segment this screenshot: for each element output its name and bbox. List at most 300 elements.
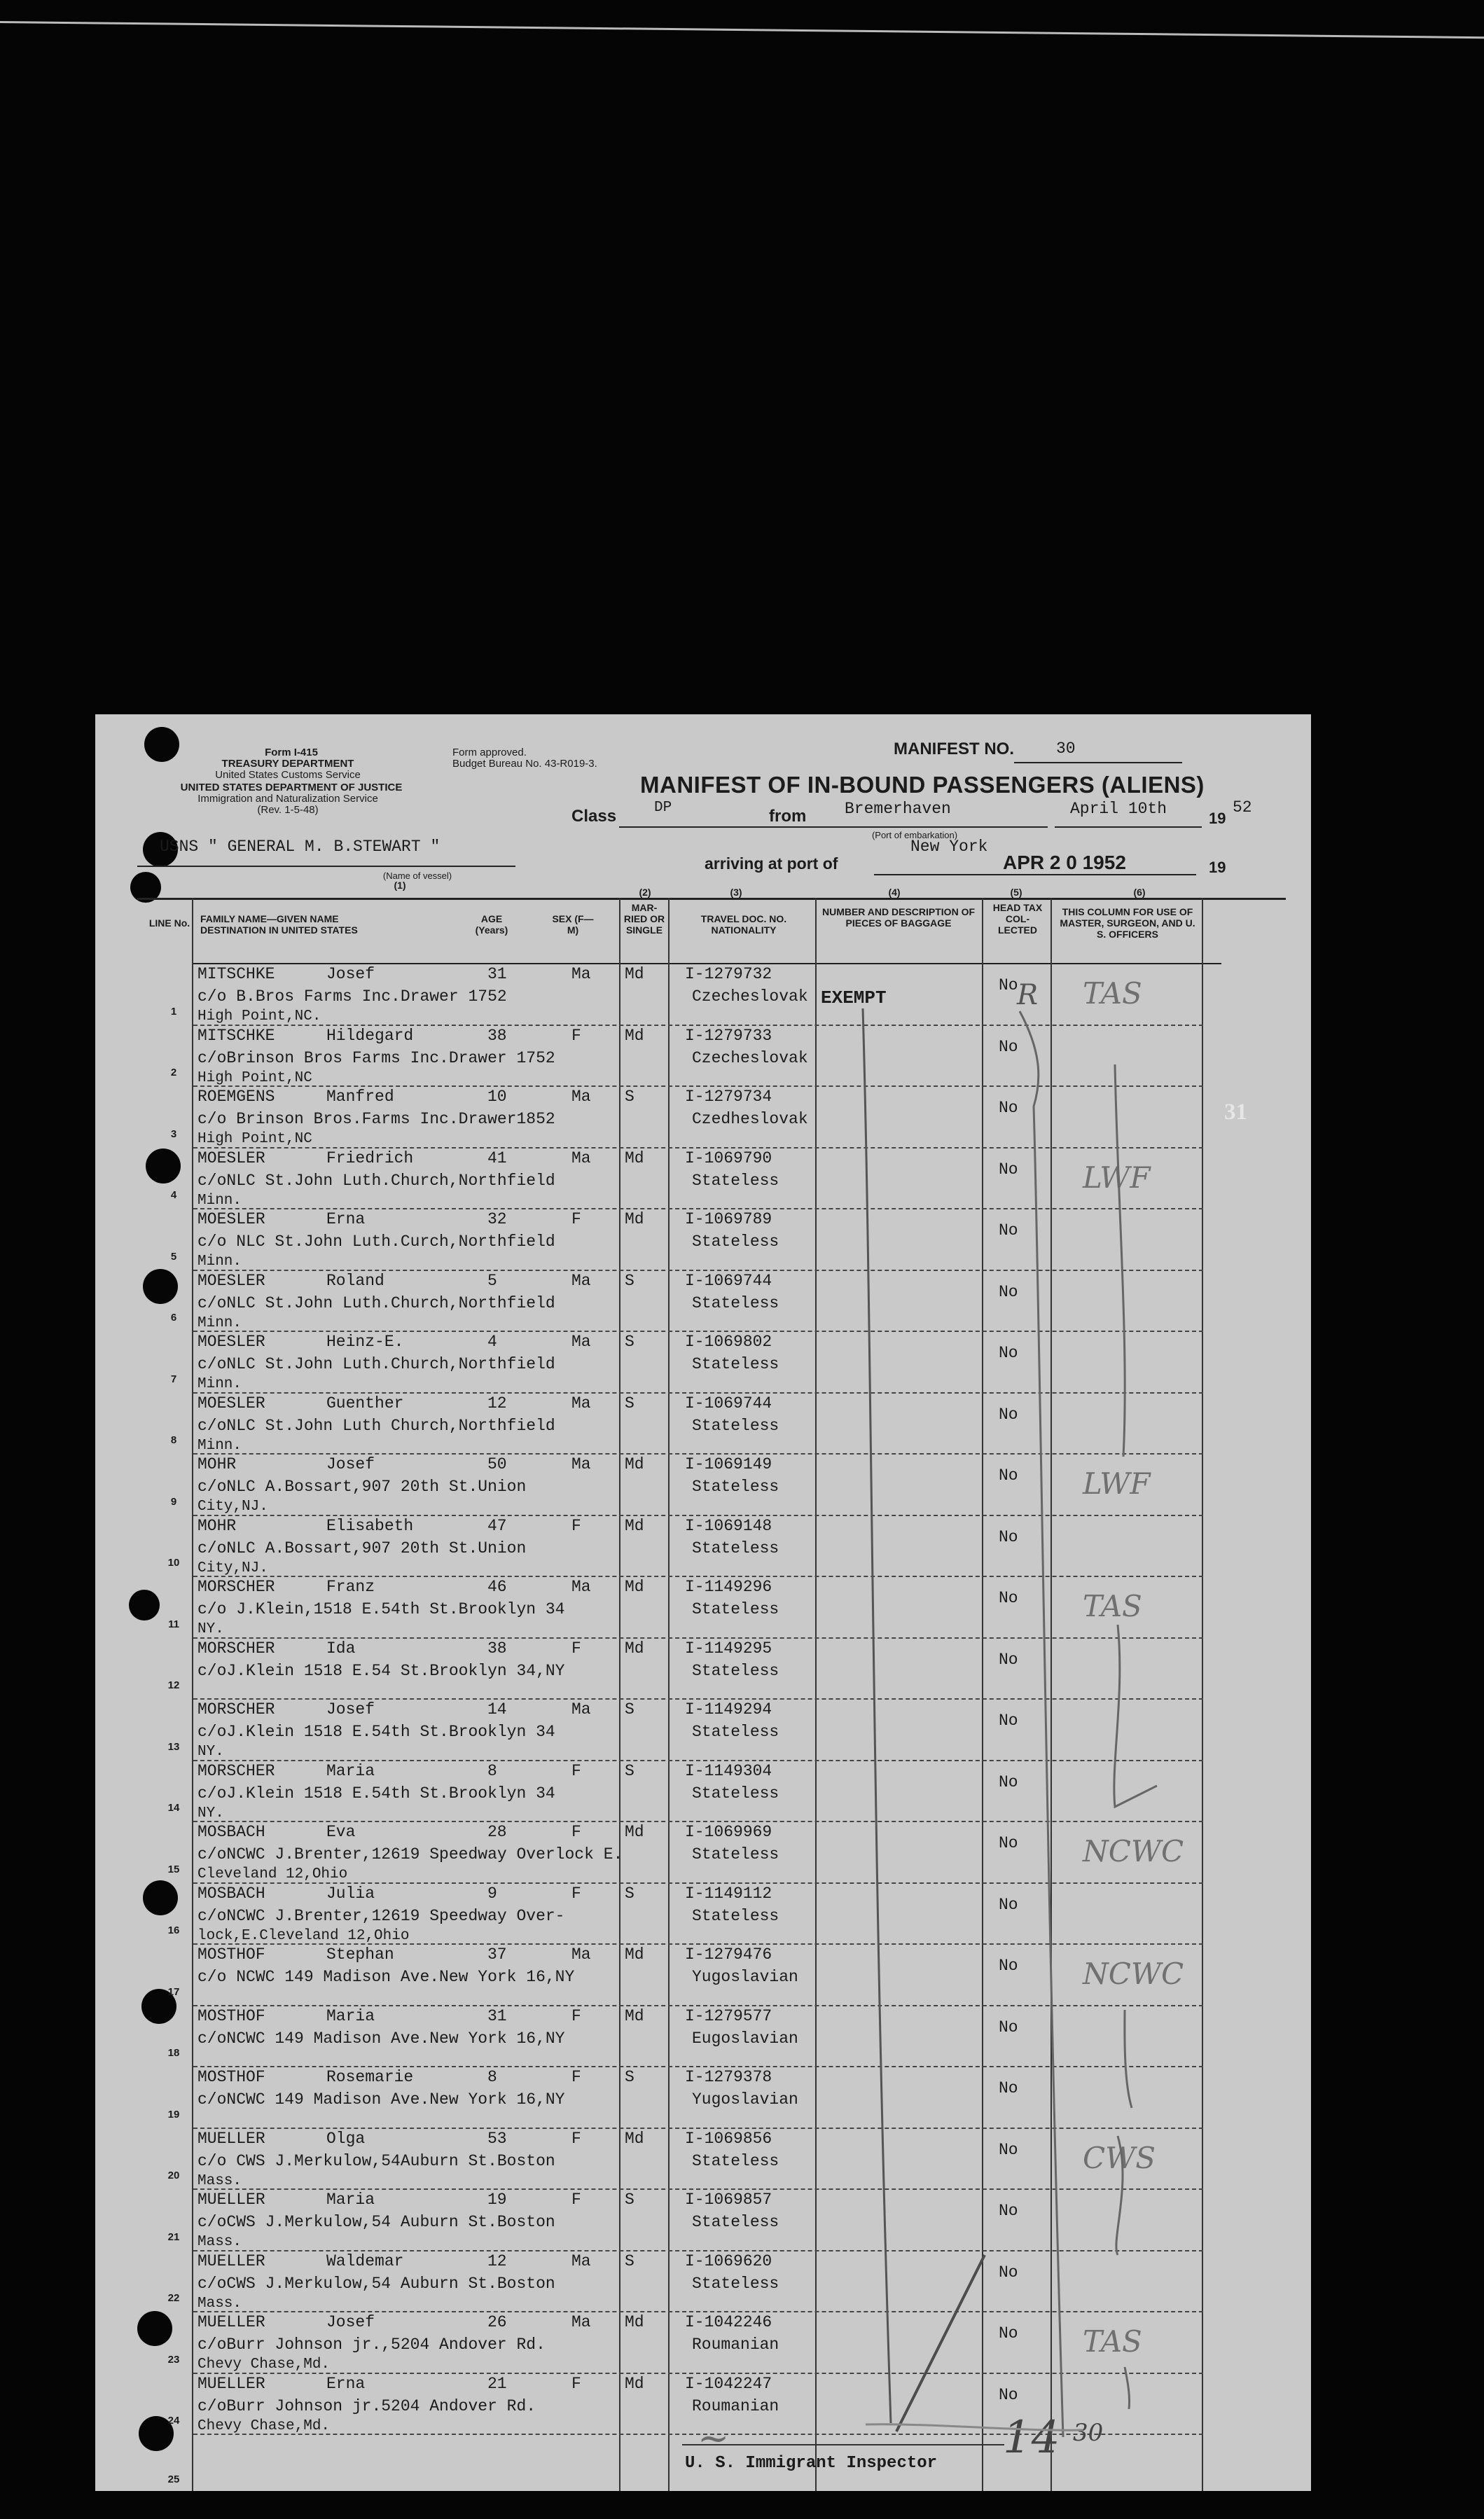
family-name: MOSTHOF [197,2068,265,2086]
marital-status: S [625,1700,634,1719]
travel-doc-no: I-1069149 [685,1455,772,1473]
nationality: Roumanian [692,2396,779,2415]
age: 46 [487,1578,507,1596]
row-number: 17 [167,1985,180,1998]
destination-line-1: c/o NLC St.John Luth.Curch,Northfield [197,1233,555,1251]
sex: Ma [571,2251,591,2270]
destination-line-2: City,NJ. [197,1560,268,1576]
age: 8 [487,2068,497,2086]
destination-line-2: Chevy Chase,Md. [197,2417,331,2434]
handwritten-tax-mark: R [1017,979,1039,1011]
travel-doc-no: I-1069802 [685,1333,772,1351]
officer-notation: TAS [1083,2324,1142,2359]
age: 41 [487,1149,507,1167]
pencil-marks [95,714,1311,2491]
head-tax: No [999,2018,1018,2036]
officer-notation: CWS [1083,2140,1156,2175]
nationality: Stateless [692,1600,779,1618]
family-name: MUELLER [197,2374,265,2393]
row-number: 3 [170,1127,177,1140]
age: 37 [487,1945,507,1964]
head-tax: No [999,1527,1018,1546]
marital-status: S [625,2068,634,2086]
destination-line-2: Mass. [197,2295,242,2312]
travel-doc-no: I-1069857 [685,2191,772,2209]
officer-notation: NCWC [1083,1834,1184,1868]
row-number: 1 [170,1005,177,1018]
nationality: Stateless [692,1171,779,1190]
col-married: MAR- RIED OR SINGLE [623,902,665,936]
marital-status: S [625,1271,634,1290]
nationality: Stateless [692,2274,779,2293]
family-name: MOESLER [197,1333,265,1351]
marital-status: S [625,2191,634,2209]
treasury-label: TREASURY DEPARTMENT [221,758,354,770]
given-name: Maria [326,2006,375,2025]
family-name: MORSCHER [197,1639,275,1658]
row-number: 24 [167,2415,180,2427]
age: 47 [487,1516,507,1535]
col-head-tax: HEAD TAX COL- LECTED [992,902,1043,936]
row-number: 23 [167,2353,180,2366]
travel-doc-no: I-1149296 [685,1578,772,1596]
budget-bureau: Budget Bureau No. 43-R019-3. [452,758,597,770]
marital-status: Md [625,1210,644,1228]
family-name: MORSCHER [197,1700,275,1719]
row-number: 18 [167,2047,180,2059]
given-name: Josef [326,1700,375,1719]
travel-doc-no: I-1069856 [685,2129,772,2148]
travel-doc-no: I-1069744 [685,1394,772,1413]
revision-label: (Rev. 1-5-48) [257,804,319,816]
age: 12 [487,1394,507,1413]
row-number: 6 [170,1312,177,1324]
destination-line-2: City,NJ. [197,1499,268,1515]
marital-status: Md [625,1149,644,1167]
officer-notation: LWF [1083,1466,1151,1501]
age: 19 [487,2191,507,2209]
given-name: Franz [326,1578,375,1596]
age: 38 [487,1026,507,1045]
nationality: Stateless [692,1845,779,1864]
sex: Ma [571,1333,591,1351]
destination-line-1: c/oNLC St.John Luth.Church,Northfield [197,1355,555,1373]
given-name: Julia [326,1884,375,1903]
marital-status: Md [625,1639,644,1658]
travel-doc-no: I-1279732 [685,965,772,983]
arrival-year-prefix: 19 [1209,859,1226,876]
head-tax: No [999,1037,1018,1056]
officer-notation: LWF [1083,1160,1151,1195]
nationality: Stateless [692,1293,779,1312]
travel-doc-no: I-1149304 [685,1761,772,1780]
head-tax: No [999,1405,1018,1424]
sex: F [571,1823,581,1841]
age: 32 [487,1210,507,1228]
date-value: April 10th [1070,800,1167,818]
destination-line-2: NY. [197,1744,224,1760]
sex: Ma [571,1271,591,1290]
travel-doc-no: I-1149295 [685,1639,772,1658]
head-tax: No [999,1712,1018,1730]
head-tax: No [999,1344,1018,1362]
family-name: MORSCHER [197,1578,275,1596]
nationality: Czecheslovak [692,1048,808,1067]
destination-line-2: High Point,NC. [197,1008,321,1025]
ins-label: Immigration and Naturalization Service [197,793,378,805]
nationality: Yugoslavian [692,2090,798,2109]
head-tax: No [999,1466,1018,1485]
row-number: 5 [170,1250,177,1263]
travel-doc-no: I-1279734 [685,1088,772,1106]
travel-doc-no: I-1149112 [685,1884,772,1903]
destination-line-1: c/oNLC A.Bossart,907 20th St.Union [197,1478,527,1496]
head-tax: No [999,1895,1018,1914]
head-tax: No [999,1650,1018,1669]
head-tax: No [999,1589,1018,1607]
destination-line-1: c/oNLC St.John Luth.Church,Northfield [197,1293,555,1312]
age: 4 [487,1333,497,1351]
family-name: MUELLER [197,2313,265,2331]
head-tax: No [999,2140,1018,2159]
sex: F [571,2006,581,2025]
marital-status: S [625,1394,634,1413]
age: 53 [487,2129,507,2148]
col-officers: THIS COLUMN FOR USE OF MASTER, SURGEON, AND U. S. OFFICERS [1060,906,1195,940]
age: 9 [487,1884,497,1903]
age: 12 [487,2251,507,2270]
destination-line-2: Cleveland 12,Ohio [197,1866,348,1882]
arrival-port: New York [910,838,988,856]
sex: Ma [571,1394,591,1413]
given-name: Manfred [326,1088,394,1106]
destination-line-1: c/oJ.Klein 1518 E.54th St.Brooklyn 34 [197,1784,555,1803]
handwritten-total: 14 [1003,2412,1060,2464]
sex: F [571,2129,581,2148]
vessel-name: USNS " GENERAL M. B.STEWART " [160,838,441,856]
embarkation-note: (Port of embarkation) [871,830,958,840]
head-tax: No [999,2079,1018,2097]
row-number: 11 [168,1618,179,1630]
given-name: Josef [326,2313,375,2331]
destination-line-2: NY. [197,1621,224,1637]
age: 8 [487,1761,497,1780]
travel-doc-no: I-1069620 [685,2251,772,2270]
sex: Ma [571,2313,591,2331]
family-name: MUELLER [197,2129,265,2148]
sex: F [571,2191,581,2209]
family-name: MOESLER [197,1394,265,1413]
destination-line-2: Minn. [197,1314,242,1331]
marital-status: Md [625,2006,644,2025]
age: 26 [487,2313,507,2331]
family-name: MORSCHER [197,1761,275,1780]
col-number-3: (3) [730,887,742,898]
nationality: Eugoslavian [692,2029,798,2048]
age: 50 [487,1455,507,1473]
customs-label: United States Customs Service [215,769,361,781]
family-name: MOESLER [197,1149,265,1167]
head-tax: No [999,1957,1018,1975]
nationality: Czecheslovak [692,987,808,1006]
travel-doc-no: I-1279378 [685,2068,772,2086]
marital-status: Md [625,2374,644,2393]
age: 38 [487,1639,507,1658]
marital-status: Md [625,2129,644,2148]
destination-line-1: c/o CWS J.Merkulow,54Auburn St.Boston [197,2151,555,2170]
head-tax: No [999,1221,1018,1240]
col-number-1: (1) [394,880,406,891]
destination-line-1: c/oNCWC 149 Madison Ave.New York 16,NY [197,2029,565,2048]
destination-line-2: Chevy Chase,Md. [197,2357,331,2373]
family-name: MOSTHOF [197,2006,265,2025]
sex: F [571,1761,581,1780]
given-name: Maria [326,1761,375,1780]
marital-status: Md [625,2313,644,2331]
col-travel-doc: TRAVEL DOC. NO. NATIONALITY [700,913,787,936]
sex: Ma [571,1700,591,1719]
col-number-5: (5) [1010,887,1022,898]
age: 31 [487,965,507,983]
family-name: MOSTHOF [197,1945,265,1964]
marital-status: Md [625,1516,644,1535]
destination-line-1: c/oCWS J.Merkulow,54 Auburn St.Boston [197,2213,555,2231]
destination-line-1: c/oBurr Johnson jr.,5204 Andover Rd. [197,2336,546,2354]
travel-doc-no: I-1069148 [685,1516,772,1535]
head-tax: No [999,2263,1018,2282]
family-name: ROEMGENS [197,1088,275,1106]
travel-doc-no: I-1069790 [685,1149,772,1167]
nationality: Stateless [692,2151,779,2170]
sex: F [571,1884,581,1903]
col-name-destination: FAMILY NAME—GIVEN NAME DESTINATION IN UNITED STATES [200,913,358,936]
given-name: Roland [326,1271,384,1290]
officer-notation: NCWC [1083,1957,1184,1991]
travel-doc-no: I-1069969 [685,1823,772,1841]
destination-line-2: High Point,NC [197,1069,312,1086]
family-name: MOHR [197,1455,237,1473]
sex: Ma [571,1945,591,1964]
row-number: 4 [170,1189,177,1201]
marital-status: S [625,1884,634,1903]
sex: F [571,2374,581,2393]
row-number: 2 [170,1067,177,1078]
head-tax: No [999,1099,1018,1117]
travel-doc-no: I-1149294 [685,1700,772,1719]
sex: F [571,2068,581,2086]
embarkation-value: Bremerhaven [845,800,951,818]
travel-doc-no: I-1279476 [685,1945,772,1964]
given-name: Olga [326,2129,366,2148]
form-approved: Form approved. [452,747,527,758]
marital-status: S [625,1088,634,1106]
manifest-no-value: 30 [1056,740,1076,758]
destination-line-2: Mass. [197,2172,242,2189]
form-number: Form I-415 [265,747,318,758]
justice-label: UNITED STATES DEPARTMENT OF JUSTICE [180,782,403,793]
destination-line-1: c/oNCWC J.Brenter,12619 Speedway Over- [197,1906,565,1925]
destination-line-1: c/o NCWC 149 Madison Ave.New York 16,NY [197,1968,575,1986]
destination-line-1: c/oBrinson Bros Farms Inc.Drawer 1752 [197,1048,555,1067]
arrival-date-stamp: APR 2 0 1952 [1003,852,1126,873]
sex: F [571,1026,581,1045]
nationality: Stateless [692,1784,779,1803]
officer-notation: TAS [1083,1589,1142,1623]
nationality: Stateless [692,1478,779,1496]
row-number: 12 [167,1679,180,1691]
vessel-note: (Name of vessel) [382,870,452,881]
given-name: Guenther [326,1394,404,1413]
nationality: Stateless [692,1661,779,1680]
nationality: Stateless [692,1906,779,1925]
nationality: Stateless [692,1723,779,1741]
destination-line-1: c/oCWS J.Merkulow,54 Auburn St.Boston [197,2274,555,2293]
head-tax: No [999,2324,1018,2343]
nationality: Stateless [692,2213,779,2231]
destination-line-1: c/o Brinson Bros.Farms Inc.Drawer1852 [197,1110,555,1128]
head-tax: No [999,2202,1018,2220]
nationality: Stateless [692,1416,779,1435]
row-number: 13 [167,1740,180,1753]
destination-line-1: c/oBurr Johnson jr.5204 Andover Rd. [197,2396,536,2415]
col-baggage: NUMBER AND DESCRIPTION OF PIECES OF BAGGAGE [821,906,976,929]
given-name: Maria [326,2191,375,2209]
given-name: Stephan [326,1945,394,1964]
head-tax: No [999,1772,1018,1791]
sex: Ma [571,1149,591,1167]
marital-status: S [625,1761,634,1780]
age: 5 [487,1271,497,1290]
destination-line-1: c/oJ.Klein 1518 E.54 St.Brooklyn 34,NY [197,1661,565,1680]
col-number-4: (4) [888,887,901,898]
sex: Ma [571,1088,591,1106]
head-tax: No [999,976,1018,994]
destination-line-1: c/o J.Klein,1518 E.54th St.Brooklyn 34 [197,1600,565,1618]
destination-line-1: c/oNCWC 149 Madison Ave.New York 16,NY [197,2090,565,2109]
destination-line-1: c/oNLC A.Bossart,907 20th St.Union [197,1539,527,1557]
year-value: 52 [1233,798,1252,817]
destination-line-1: c/o B.Bros Farms Inc.Drawer 1752 [197,987,507,1006]
destination-line-2: Minn. [197,1192,242,1209]
family-name: MITSCHKE [197,1026,275,1045]
age: 10 [487,1088,507,1106]
family-name: MUELLER [197,2251,265,2270]
inspector-label: U. S. Immigrant Inspector [685,2454,938,2473]
destination-line-2: NY. [197,1805,224,1821]
manifest-sheet [95,714,1311,2491]
row-number: 7 [170,1373,177,1385]
head-tax: No [999,2385,1018,2404]
travel-doc-no: I-1042247 [685,2374,772,2393]
given-name: Ida [326,1639,356,1658]
destination-line-2: Minn. [197,1376,242,1392]
arriving-label: arriving at port of [705,854,838,873]
family-name: MOESLER [197,1271,265,1290]
col-line-no: LINE No. [148,917,190,929]
destination-line-2: Minn. [197,1437,242,1454]
destination-line-1: c/oJ.Klein 1518 E.54th St.Brooklyn 34 [197,1723,555,1741]
manifest-no-label: MANIFEST NO. [894,740,1014,758]
nationality: Yugoslavian [692,1968,798,1986]
travel-doc-no: I-1069789 [685,1210,772,1228]
marital-status: Md [625,1578,644,1596]
marital-status: S [625,1333,634,1351]
destination-line-2: lock,E.Cleveland 12,Ohio [197,1927,410,1944]
sex: Ma [571,965,591,983]
travel-doc-no: I-1279733 [685,1026,772,1045]
given-name: Josef [326,1455,375,1473]
film-edge-line [0,0,1484,39]
given-name: Eva [326,1823,356,1841]
row-number: 14 [167,1802,180,1814]
destination-line-1: c/oNLC St.John Luth Church,Northfield [197,1416,555,1435]
row-number: 8 [170,1434,177,1446]
page-number: 31 [1224,1099,1247,1125]
destination-line-1: c/oNLC St.John Luth.Church,Northfield [197,1171,555,1190]
destination-line-2: Minn. [197,1254,242,1270]
nationality: Stateless [692,1233,779,1251]
row-number: 22 [167,2292,180,2304]
head-tax: No [999,1160,1018,1179]
marital-status: Md [625,1823,644,1841]
marital-status: S [625,2251,634,2270]
marital-status: Md [625,965,644,983]
given-name: Waldemar [326,2251,404,2270]
manifest-title: MANIFEST OF IN-BOUND PASSENGERS (ALIENS) [640,772,1205,798]
marital-status: Md [625,1026,644,1045]
row-number: 15 [167,1863,180,1875]
nationality: Stateless [692,1355,779,1373]
age: 14 [487,1700,507,1719]
destination-line-1: c/oNCWC J.Brenter,12619 Speedway Overlock E. [197,1845,623,1864]
age: 21 [487,2374,507,2393]
nationality: Czedheslovak [692,1110,808,1128]
year-prefix: 19 [1209,810,1226,827]
given-name: Hildegard [326,1026,414,1045]
given-name: Erna [326,1210,366,1228]
given-name: Erna [326,2374,366,2393]
nationality: Stateless [692,1539,779,1557]
col-sex: SEX (F—M) [552,913,594,936]
sex: F [571,1639,581,1658]
row-number: 20 [167,2170,180,2181]
class-value: DP [654,800,672,816]
head-tax: No [999,1834,1018,1852]
row-number-25: 25 [167,2473,180,2485]
age: 31 [487,2006,507,2025]
col-number-2: (2) [639,887,651,898]
given-name: Elisabeth [326,1516,414,1535]
family-name: MITSCHKE [197,965,275,983]
col-number-6: (6) [1133,887,1146,898]
row-number: 19 [167,2108,180,2121]
nationality: Roumanian [692,2336,779,2354]
destination-line-2: High Point,NC [197,1131,312,1147]
handwritten-subtotal: 30 [1073,2419,1104,2447]
head-tax: No [999,1282,1018,1301]
given-name: Rosemarie [326,2068,414,2086]
given-name: Friedrich [326,1149,414,1167]
sex: Ma [571,1578,591,1596]
destination-line-2: Mass. [197,2234,242,2250]
row-number: 21 [167,2230,180,2243]
baggage: EXEMPT [821,987,887,1008]
family-name: MUELLER [197,2191,265,2209]
travel-doc-no: I-1279577 [685,2006,772,2025]
travel-doc-no: I-1042246 [685,2313,772,2331]
family-name: MOHR [197,1516,237,1535]
col-age: AGE (Years) [475,913,508,936]
